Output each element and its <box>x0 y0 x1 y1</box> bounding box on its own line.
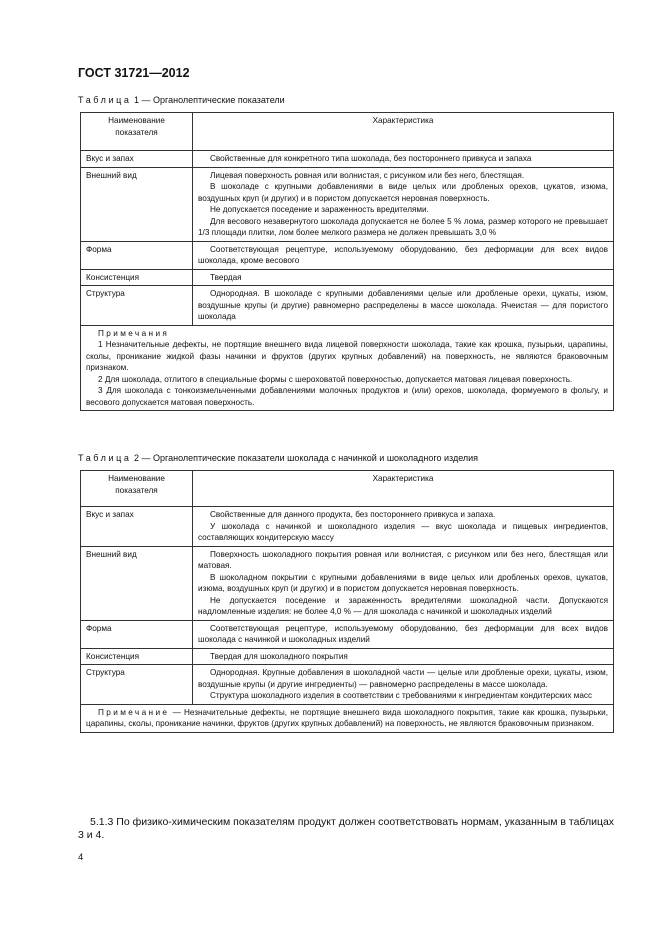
row-line: Соответствующая рецептуре, используемому оборудованию, без деформации для всех видов шоколада с начинкой и шоколадных изделий <box>198 623 608 644</box>
row-line: У шоколада с начинкой и шоколадного изделия — вкус шоколада и пищевых ингредиентов, составляющих кондитерскую массу <box>198 521 608 542</box>
table2-note <box>81 704 614 732</box>
row-line: Структура шоколадного изделия в соответствии с требованиями к ингредиентам кондитерских масс <box>210 691 593 700</box>
row-line: Не допускается поседение и зараженность вредителями шоколадной части. Допускаются надломленные изделия: не более 4,0 % — для шоколада с начинкой и шоколадных изделий <box>198 595 608 616</box>
row-line: В шоколадном покрытии с крупными добавлениями в виде целых или дробленых орехов, цукатов, изюма, воздушных круп (и других) и в пористом допускается неровная поверхность. <box>198 572 608 593</box>
table-row <box>81 648 614 665</box>
page-number: 4 <box>78 852 84 863</box>
row-line: Поверхность шоколадного покрытия ровная или волнистая, с рисунком или без него, блестящая или матовая. <box>198 549 608 570</box>
note-item: 3 Для шоколада с тонкоизмельченными добавлениями молочных продуктов и (или) орехов, шоколада, формуемого в фольгу, и весового допускается матовая поверхность. <box>86 386 608 407</box>
paragraph-5-1-3: 5.1.3 По физико-химическим показателям продукт должен соответствовать нормам, указанным в таблицах 3 и 4. <box>78 816 615 841</box>
table-row <box>81 620 614 648</box>
row-line: Соответствующая рецептуре, используемому оборудованию, без деформации для всех видов шоколада, кроме весового <box>198 244 608 265</box>
table-row <box>81 269 614 286</box>
row-line: Твердая <box>210 272 242 282</box>
table1-col2-header: Характеристика <box>193 113 614 151</box>
table1-col1-header: Наименование показателя <box>81 113 193 151</box>
table2-caption-title: 2 — Органолептические показатели шоколада с начинкой и шоколадного изделия <box>131 453 479 463</box>
row-name: Структура <box>81 665 193 705</box>
row-value <box>193 507 614 547</box>
table-row <box>81 507 614 547</box>
table2-header-row <box>81 471 614 507</box>
row-value <box>193 620 614 648</box>
row-name: Внешний вид <box>81 546 193 620</box>
table2 <box>80 470 614 733</box>
row-name: Вкус и запах <box>81 507 193 547</box>
table1-notes-row <box>81 325 614 411</box>
notes-title: Примечания <box>98 328 170 338</box>
row-value <box>193 269 614 286</box>
row-name: Вкус и запах <box>81 151 193 168</box>
row-value <box>193 241 614 269</box>
row-name: Внешний вид <box>81 167 193 241</box>
row-line: Однородная. Крупные добавления в шоколадной части — целые или дробленые орехи, цукаты, изюм, воздушные крупы (и другие ингредиенты) — равномерно распределены в массе шоколада. <box>198 668 608 689</box>
row-name: Форма <box>81 620 193 648</box>
row-value <box>193 151 614 168</box>
row-line: Свойственные для конкретного типа шоколада, без постороннего привкуса и запаха <box>210 154 532 163</box>
row-line: Не допускается поседение и зараженность вредителями. <box>210 205 429 214</box>
table1 <box>80 112 614 411</box>
table-row <box>81 546 614 620</box>
table2-col2-header: Характеристика <box>193 471 614 507</box>
row-name: Форма <box>81 241 193 269</box>
table2-caption-prefix: Таблица <box>78 453 132 463</box>
row-line: Твердая для шоколадного покрытия <box>210 651 348 661</box>
row-line: Свойственные для данного продукта, без постороннего привкуса и запаха. <box>210 510 496 519</box>
row-line: Лицевая поверхность ровная или волнистая, с рисунком или без него, блестящая. <box>210 170 525 180</box>
row-line: Однородная. В шоколаде с крупными добавлениями целые или дробленые орехи, цукаты, изюм, воздушные крупы (и другие) равномерно распределены в массе шоколада. Ячеистая — для пористого шоколада <box>198 289 608 321</box>
note-paragraph <box>86 707 608 730</box>
row-value <box>193 665 614 705</box>
row-line: В шоколаде с крупными добавлениями в виде целых или дробленых орехов, цукатов, изюма, воздушных круп (и других) и в пористом допускается неровная поверхность. <box>198 182 608 203</box>
table2-col1-header: Наименование показателя <box>81 471 193 507</box>
note-title: Примечание <box>98 707 170 717</box>
table1-notes <box>81 325 614 411</box>
row-value <box>193 648 614 665</box>
table1-header-row <box>81 113 614 151</box>
table-row <box>81 167 614 241</box>
table-row <box>81 665 614 705</box>
table-row <box>81 286 614 326</box>
document-header: ГОСТ 31721—2012 <box>78 66 190 80</box>
table-row <box>81 151 614 168</box>
row-name: Консистенция <box>81 648 193 665</box>
note-text: — Незначительные дефекты, не портящие внешнего вида шоколадного покрытия, такие как крошка, пузырьки, царапины, сколы, проникание начинки, фруктов (других крупных добавлений) на поверхность, не являются браковочным признаком. <box>86 707 608 728</box>
row-name: Структура <box>81 286 193 326</box>
table2-note-row <box>81 704 614 732</box>
row-value <box>193 286 614 326</box>
table2-caption <box>78 453 478 463</box>
row-value <box>193 167 614 241</box>
row-value <box>193 546 614 620</box>
row-line: Для весового незавернутого шоколада допускается не более 5 % лома, размер которого не превышает 1/3 площади плитки, лом более мелкого размера не должен превышать 3,0 % <box>198 216 608 237</box>
table1-caption <box>78 95 285 105</box>
table1-caption-title: 1 — Органолептические показатели <box>131 95 285 105</box>
table-row <box>81 241 614 269</box>
table1-caption-prefix: Таблица <box>78 95 132 105</box>
note-item: 2 Для шоколада, отлитого в специальные формы с шероховатой поверхностью, допускается матовая лицевая поверхность. <box>98 374 573 384</box>
note-item: 1 Незначительные дефекты, не портящие внешнего вида лицевой поверхности шоколада, такие как крошка, пузырьки, царапины, сколы, проникание жидкой фазы начинки и фруктов (других крупных добавлений) на поверхность, не являются браковочным признаком. <box>86 340 608 372</box>
row-name: Консистенция <box>81 269 193 286</box>
